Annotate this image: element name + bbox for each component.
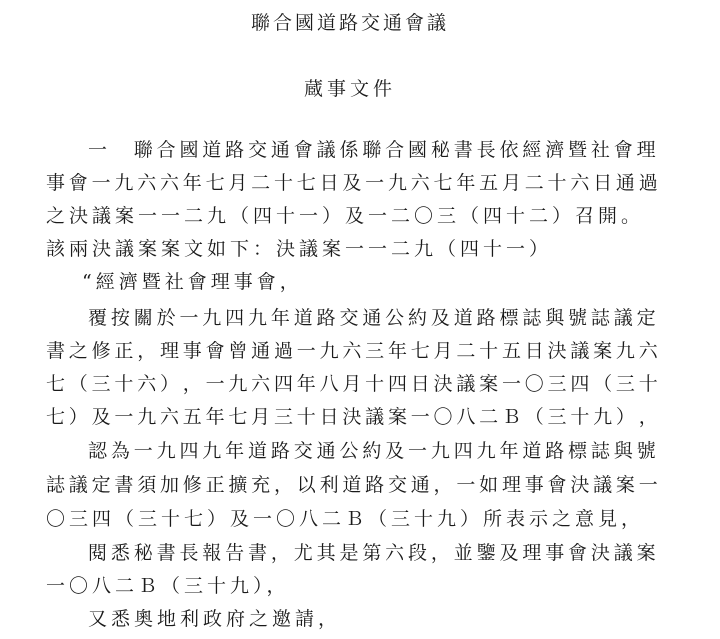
conference-title: 聯合國道路交通會議 (250, 12, 449, 34)
paragraph-1-line-3: 之決議案一一二九（四十一）及一二〇三（四十二）召開。 (46, 205, 645, 227)
paragraph-2-line-4: 七 ） 及 一 九 六 五 年 七 月 三 十 日 決 議 案 一 〇 八 二 Ｂ （ 三 十 九 ） ， (46, 406, 658, 428)
paragraph-1-line-4: 該兩決議案案文如下：決議案一一二九（四十一） (46, 238, 553, 260)
paragraph-3-line-3: 〇三四（三十七）及一〇八二Ｂ（三十九）所表示之意見， (46, 508, 645, 530)
paragraph-3-line-1: 認 為 一 九 四 九 年 道 路 交 通 公 約 及 一 九 四 九 年 道 路 標 誌 與 號 (88, 440, 656, 462)
paragraph-1-line-2: 事 會 一 九 六 六 年 七 月 二 十 七 日 及 一 九 六 七 年 五 月 二 十 六 日 通 過 (46, 172, 658, 194)
paragraph-4-line-2: 一〇八二Ｂ（三十九）， (46, 575, 290, 597)
document-title: 蔵事文件 (303, 78, 396, 100)
paragraph-2-line-1: 覆 按 關 於 一 九 四 九 年 道 路 交 通 公 約 及 道 路 標 誌 與 號 誌 議 定 (88, 307, 656, 329)
paragraph-3-line-2: 誌 議 定 書 須 加 修 正 擴 充 ， 以 利 道 路 交 通 ， 一 如 理 事 會 決 議 案 一 (46, 474, 658, 496)
quote-opening-line: “經濟暨社會理事會， (82, 271, 303, 293)
paragraph-5-line-1: 又悉奧地利政府之邀請， (88, 608, 342, 630)
paragraph-2-line-2: 書 之 修 正 ， 理 事 會 曾 通 過 一 九 六 三 年 七 月 二 十 五 日 決 議 案 九 六 (46, 340, 658, 362)
paragraph-1-line-1: 一 聯 合 國 道 路 交 通 會 議 係 聯 合 國 秘 書 長 依 經 濟 暨 社 會 理 (88, 139, 656, 161)
paragraph-4-line-1: 閱 悉 秘 書 長 報 告 書 ， 尤 其 是 第 六 段 ， 並 鑒 及 理 事 會 決 議 案 (88, 542, 656, 564)
paragraph-2-line-3: 七 （ 三 十 六 ） ， 一 九 六 四 年 八 月 十 四 日 決 議 案 一 〇 三 四 （ 三 十 (46, 373, 658, 395)
